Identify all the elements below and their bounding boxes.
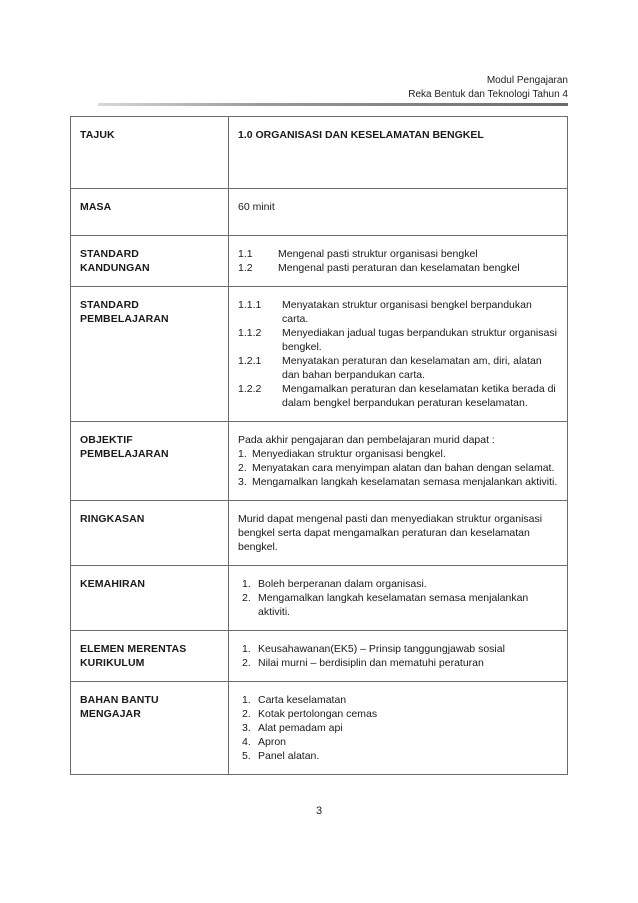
item-text: Panel alatan.	[258, 750, 320, 762]
item-text: Carta keselamatan	[258, 694, 347, 706]
row-masa	[71, 189, 568, 236]
item-text: Apron	[258, 736, 287, 748]
item-number: 1.1.2	[238, 327, 262, 339]
label-line: PEMBELAJARAN	[80, 313, 169, 325]
label-tajuk: TAJUK	[71, 117, 229, 189]
header-module-title: Modul Pengajaran	[486, 75, 568, 86]
label-line: STANDARD	[80, 299, 139, 311]
list-item	[238, 475, 559, 489]
row-tajuk	[71, 117, 568, 189]
lesson-plan-table	[70, 116, 568, 775]
item-text: Menyediakan jadual tugas berpandukan struktur organisasi bengkel.	[282, 327, 557, 353]
label-standard-pembelajaran	[71, 287, 229, 422]
item-number: 3.	[242, 722, 251, 734]
value-standard-kandungan	[229, 236, 568, 287]
item-text: Mengenal pasti peraturan dan keselamatan bengkel	[278, 262, 520, 274]
item-number: 1.	[242, 694, 251, 706]
row-standard-pembelajaran	[71, 287, 568, 422]
list-item	[238, 735, 559, 749]
label-elemen-merentas	[71, 631, 229, 682]
item-number: 1.1.1	[238, 299, 262, 311]
label-line: OBJEKTIF	[80, 434, 133, 446]
label-objektif	[71, 422, 229, 501]
item-number: 2.	[242, 657, 251, 669]
row-bahan-bantu	[71, 682, 568, 775]
list-item	[238, 382, 559, 410]
item-number: 1.	[238, 448, 247, 460]
row-elemen-merentas	[71, 631, 568, 682]
row-ringkasan	[71, 501, 568, 566]
item-text: Mengamalkan peraturan dan keselamatan ketika berada di dalam bengkel berpandukan peraturan keselamatan.	[282, 383, 556, 409]
running-header	[408, 74, 568, 102]
item-text: Boleh berperanan dalam organisasi.	[258, 578, 427, 590]
item-text: Kotak pertolongan cemas	[258, 708, 378, 720]
label-line: KANDUNGAN	[80, 262, 150, 274]
list-item	[238, 247, 559, 261]
list-item	[238, 261, 559, 275]
label-line: STANDARD	[80, 248, 139, 260]
list-item	[238, 656, 559, 670]
item-text: Menyediakan struktur organisasi bengkel.	[252, 448, 446, 460]
item-number: 1.2.1	[238, 355, 262, 367]
item-number: 5.	[242, 750, 251, 762]
label-line: ELEMEN MERENTAS	[80, 643, 187, 655]
row-standard-kandungan	[71, 236, 568, 287]
item-text: Mengamalkan langkah keselamatan semasa menjalankan aktiviti.	[258, 592, 529, 618]
value-masa: 60 minit	[229, 189, 568, 236]
item-text: Mengamalkan langkah keselamatan semasa menjalankan aktiviti.	[252, 476, 558, 488]
list-item	[238, 326, 559, 354]
item-text: Mengenal pasti struktur organisasi bengkel	[278, 248, 478, 260]
item-text: Alat pemadam api	[258, 722, 343, 734]
list-item	[238, 642, 559, 656]
item-number: 4.	[242, 736, 251, 748]
list-item	[238, 461, 559, 475]
list-item	[238, 447, 559, 461]
value-tajuk: 1.0 ORGANISASI DAN KESELAMATAN BENGKEL	[229, 117, 568, 189]
item-text: Keusahawanan(EK5) – Prinsip tanggungjawab sosial	[258, 643, 505, 655]
value-ringkasan: Murid dapat mengenal pasti dan menyediakan struktur organisasi bengkel serta dapat mengamalkan peraturan dan keselamatan bengkel.	[229, 501, 568, 566]
item-number: 1.	[242, 578, 251, 590]
label-line: BAHAN BANTU	[80, 694, 159, 706]
item-text: Menyatakan peraturan dan keselamatan am, diri, alatan dan bahan berpandukan carta.	[282, 355, 542, 381]
item-number: 2.	[242, 708, 251, 720]
header-subject-title: Reka Bentuk dan Teknologi Tahun 4	[408, 89, 568, 100]
list-item	[238, 298, 559, 326]
list-item	[238, 577, 559, 591]
label-standard-kandungan	[71, 236, 229, 287]
label-ringkasan: RINGKASAN	[71, 501, 229, 566]
list-item	[238, 707, 559, 721]
list-item	[238, 693, 559, 707]
item-number: 3.	[238, 476, 247, 488]
row-kemahiran	[71, 566, 568, 631]
list-item	[238, 354, 559, 382]
list-item	[238, 721, 559, 735]
label-line: PEMBELAJARAN	[80, 448, 169, 460]
item-text: Menyatakan cara menyimpan alatan dan bahan dengan selamat.	[252, 462, 555, 474]
label-kemahiran: KEMAHIRAN	[71, 566, 229, 631]
label-line: MENGAJAR	[80, 708, 141, 720]
item-number: 1.2.2	[238, 383, 262, 395]
label-line: KURIKULUM	[80, 657, 145, 669]
item-number: 1.	[242, 643, 251, 655]
item-text: Nilai murni – berdisiplin dan mematuhi peraturan	[258, 657, 484, 669]
list-item	[238, 749, 559, 763]
header-rule	[98, 103, 568, 106]
page-number: 3	[315, 805, 323, 817]
item-number: 2.	[242, 592, 251, 604]
value-objektif	[229, 422, 568, 501]
value-elemen-merentas	[229, 631, 568, 682]
item-text: Menyatakan struktur organisasi bengkel berpandukan carta.	[282, 299, 532, 325]
item-number: 2.	[238, 462, 247, 474]
objektif-intro: Pada akhir pengajaran dan pembelajaran murid dapat :	[238, 434, 495, 446]
item-number: 1.1	[238, 248, 253, 260]
row-objektif	[71, 422, 568, 501]
list-item	[238, 591, 559, 619]
label-masa: MASA	[71, 189, 229, 236]
item-number: 1.2	[238, 262, 253, 274]
value-standard-pembelajaran	[229, 287, 568, 422]
label-bahan-bantu	[71, 682, 229, 775]
value-kemahiran	[229, 566, 568, 631]
value-bahan-bantu	[229, 682, 568, 775]
